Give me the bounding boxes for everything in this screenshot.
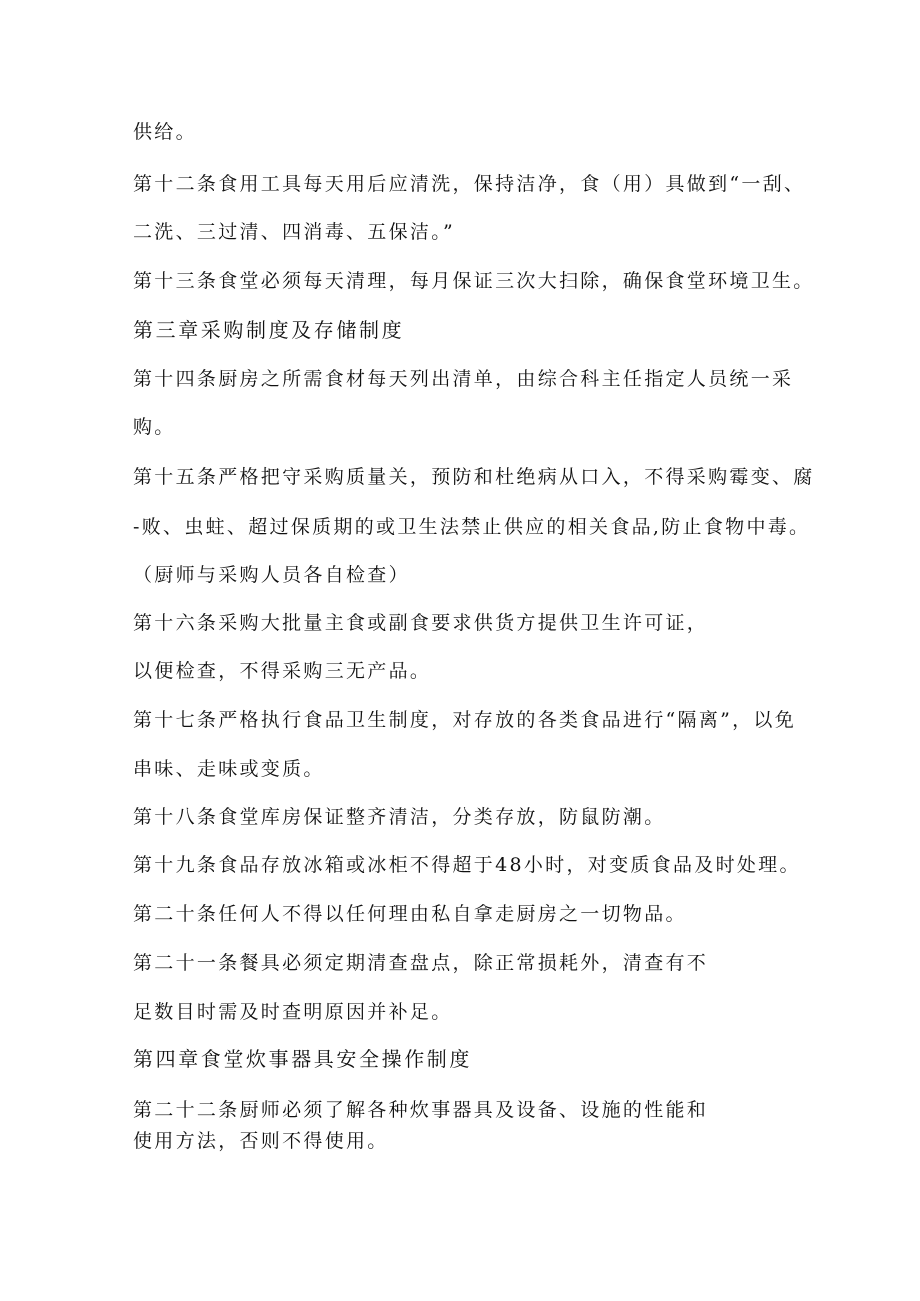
article-16-line-2: 以便检查，不得采购三无产品。 (133, 660, 432, 682)
article-13-line-1: 第十三条食堂必须每天清理，每月保证三次大扫除，确保食堂环境卫生。 (133, 270, 815, 292)
article-22-line-2: 使用方法，否则不得使用。 (133, 1130, 389, 1152)
article-12-line-1: 第十二条食用工具每天用后应清洗，保持洁净，食（用）具做到“一刮、 (133, 173, 806, 195)
paragraph-line-1: 供给。 (133, 121, 197, 143)
article-14-line-2: 购。 (133, 416, 176, 438)
article-20-line-1: 第二十条任何人不得以任何理由私自拿走厨房之一切物品。 (133, 903, 687, 925)
chapter-3-heading: 第三章采购制度及存储制度 (133, 318, 405, 342)
article-18-line-1: 第十八条食堂库房保证整齐清洁，分类存放，防鼠防潮。 (133, 806, 666, 828)
article-17-line-1: 第十七条严格执行食品卫生制度，对存放的各类食品进行“隔离”，以免 (133, 709, 797, 731)
article-14-line-1: 第十四条厨房之所需食材每天列出清单，由综合科主任指定人员统一采 (133, 368, 794, 390)
article-15-line-1: 第十五条严格把守采购质量关，预防和杜绝病从口入，不得采购霉变、腐 (133, 466, 815, 488)
article-21-line-2: 足数目时需及时查明原因并补足。 (133, 1001, 453, 1023)
article-19-line-1: 第十九条食品存放冰箱或冰柜不得超于48小时，对变质食品及时处理。 (133, 854, 801, 876)
article-21-line-1: 第二十一条餐具必须定期清查盘点，除正常损耗外，清查有不 (133, 952, 709, 974)
article-12-line-2: 二洗、三过清、四消毒、五保洁。” (133, 221, 456, 243)
article-15-note: （厨师与采购人员各自检查） (133, 564, 410, 586)
article-22-line-1: 第二十二条厨师必须了解各种炊事器具及设备、设施的性能和 (133, 1099, 709, 1121)
chapter-4-heading: 第四章食堂炊事器具安全操作制度 (133, 1047, 472, 1071)
article-16-line-1: 第十六条采购大批量主食或副食要求供货方提供卫生许可证， (133, 612, 709, 634)
article-15-line-2: -败、虫蛀、超过保质期的或卫生法禁止供应的相关食品,防止食物中毒。 (133, 516, 811, 538)
article-17-line-2: 串味、走味或变质。 (133, 758, 325, 780)
